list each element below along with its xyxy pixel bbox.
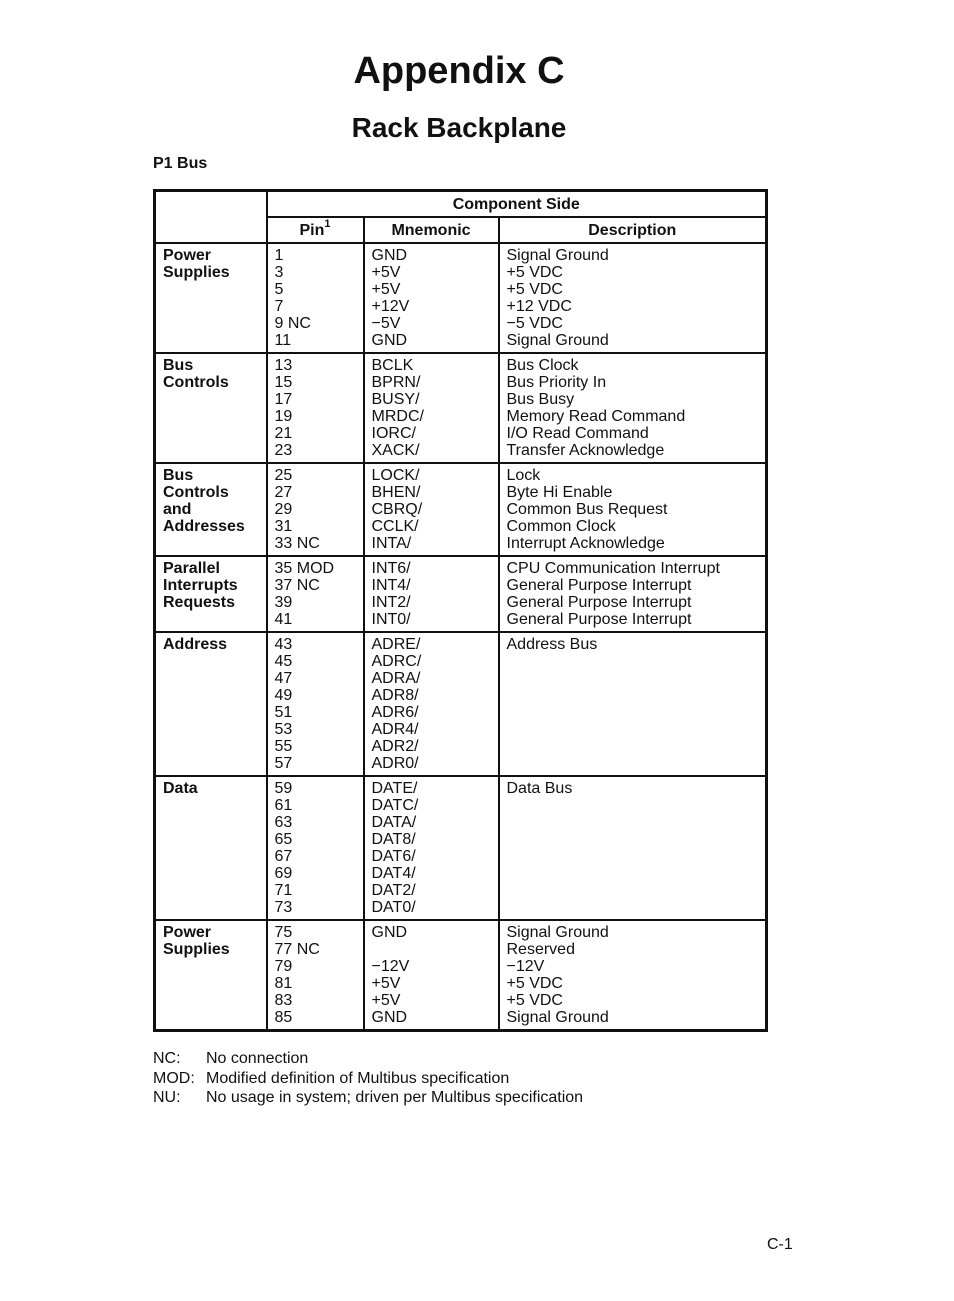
- footnote-row: [153, 1049, 583, 1069]
- mnemonic-cell-line: DAT0/: [371, 899, 416, 916]
- pin-cell-line: 11: [274, 332, 292, 349]
- description-column-header: Description: [499, 217, 767, 243]
- mnemonic-cell-line: GND: [371, 1009, 408, 1026]
- pin-cell: [267, 776, 364, 920]
- footnote-row: [153, 1088, 583, 1108]
- mnemonic-cell-line: DAT2/: [371, 882, 416, 899]
- mnemonic-cell-line: INT4/: [371, 577, 411, 594]
- pin-cell-line: 81: [274, 975, 293, 992]
- mnemonic-cell-line: BCLK: [371, 357, 414, 374]
- mnemonic-cell-line: CBRQ/: [371, 501, 423, 518]
- footnote-abbreviation: NU:: [153, 1089, 181, 1106]
- description-cell-line: Signal Ground: [506, 1009, 609, 1026]
- group-cell-line: Power: [163, 924, 212, 941]
- mnemonic-cell-line: BUSY/: [371, 391, 420, 408]
- table-row: [155, 353, 767, 463]
- pin-cell-line: 15: [274, 374, 293, 391]
- mnemonic-cell: [364, 463, 499, 556]
- footnotes: [153, 1049, 583, 1108]
- pin-cell-line: 23: [274, 442, 293, 459]
- mnemonic-cell-line: ADR6/: [371, 704, 419, 721]
- description-cell-line: Bus Priority In: [506, 374, 607, 391]
- pin-cell-line: 33 NC: [274, 535, 320, 552]
- mnemonic-cell: [364, 776, 499, 920]
- mnemonic-cell-line: IORC/: [371, 425, 416, 442]
- group-cell-line: Bus: [163, 357, 194, 374]
- mnemonic-cell-line: MRDC/: [371, 408, 424, 425]
- description-cell-line: General Purpose Interrupt: [506, 577, 692, 594]
- pin-cell-line: 65: [274, 831, 293, 848]
- pinout-table: [153, 189, 768, 1032]
- pin-cell-line: 39: [274, 594, 293, 611]
- mnemonic-cell-line: ADRA/: [371, 670, 421, 687]
- description-cell-line: +12 VDC: [506, 298, 572, 315]
- pin-cell-line: 55: [274, 738, 293, 755]
- pin-cell-line: 1: [274, 247, 284, 264]
- mnemonic-cell-line: +12V: [371, 298, 410, 315]
- description-cell: [499, 556, 767, 632]
- group-cell-line: Supplies: [163, 264, 230, 281]
- description-cell-line: Common Clock: [506, 518, 616, 535]
- footnote-abbreviation: NC:: [153, 1050, 181, 1067]
- section-heading: P1 Bus: [153, 155, 208, 172]
- description-cell-line: CPU Communication Interrupt: [506, 560, 720, 577]
- mnemonic-cell-line: ADR2/: [371, 738, 419, 755]
- pin-cell-line: 83: [274, 992, 293, 1009]
- pin-cell-line: 59: [274, 780, 293, 797]
- pin-cell-line: 85: [274, 1009, 293, 1026]
- description-cell-line: −12V: [506, 958, 545, 975]
- group-cell: [155, 463, 267, 556]
- description-cell-line: Lock: [506, 467, 541, 484]
- description-cell-line: +5 VDC: [506, 975, 563, 992]
- footnote-row: [153, 1069, 583, 1089]
- description-cell-line: General Purpose Interrupt: [506, 594, 692, 611]
- pin-cell-line: 77 NC: [274, 941, 320, 958]
- mnemonic-cell-line: +5V: [371, 281, 401, 298]
- group-cell-line: Data: [163, 780, 198, 797]
- pin-cell-line: 19: [274, 408, 293, 425]
- description-cell: [499, 776, 767, 920]
- group-cell-line: and: [163, 501, 192, 518]
- description-cell: [499, 353, 767, 463]
- group-cell: [155, 353, 267, 463]
- mnemonic-cell-line: +5V: [371, 264, 401, 281]
- mnemonic-cell-line: ADRC/: [371, 653, 422, 670]
- group-cell-line: Requests: [163, 594, 236, 611]
- pin-cell: [267, 353, 364, 463]
- pin-cell-line: 51: [274, 704, 293, 721]
- description-cell-line: General Purpose Interrupt: [506, 611, 692, 628]
- table-group-header-row: [155, 191, 767, 218]
- pin-cell: [267, 632, 364, 776]
- mnemonic-cell-line: ADR8/: [371, 687, 419, 704]
- mnemonic-cell: [364, 632, 499, 776]
- pin-cell-line: 43: [274, 636, 293, 653]
- description-cell-line: Byte Hi Enable: [506, 484, 613, 501]
- footnote-abbreviation: MOD:: [153, 1069, 195, 1087]
- mnemonic-cell-line: DATE/: [371, 780, 418, 797]
- pin-cell-line: 35 MOD: [274, 560, 335, 577]
- pin-cell: [267, 243, 364, 353]
- group-cell: [155, 632, 267, 776]
- pin-cell-line: 63: [274, 814, 293, 831]
- table-row: [155, 463, 767, 556]
- description-cell-line: Signal Ground: [506, 247, 609, 264]
- description-cell-line: Data Bus: [506, 780, 573, 797]
- group-cell-line: Interrupts: [163, 577, 238, 594]
- description-cell-line: +5 VDC: [506, 281, 563, 298]
- group-cell: [155, 556, 267, 632]
- table-row: [155, 556, 767, 632]
- table-corner-cell: [155, 191, 267, 244]
- mnemonic-cell-line: GND: [371, 924, 408, 941]
- mnemonic-cell-line: [372, 941, 492, 958]
- description-cell-line: Address Bus: [506, 636, 598, 653]
- pin-cell-line: 67: [274, 848, 293, 865]
- pin-cell-line: 47: [274, 670, 293, 687]
- description-cell-line: Common Bus Request: [506, 501, 668, 518]
- description-cell-line: Memory Read Command: [506, 408, 686, 425]
- group-cell: [155, 776, 267, 920]
- mnemonic-cell: [364, 920, 499, 1031]
- pin-header-label: Pin: [299, 221, 325, 239]
- description-cell: [499, 632, 767, 776]
- mnemonic-cell-line: BPRN/: [371, 374, 421, 391]
- group-cell-line: Parallel: [163, 560, 220, 577]
- mnemonic-cell-line: +5V: [371, 975, 401, 992]
- group-cell-line: Power: [163, 247, 212, 264]
- mnemonic-cell-line: INTA/: [371, 535, 412, 552]
- pin-cell-line: 27: [274, 484, 293, 501]
- pin-cell-line: 31: [274, 518, 293, 535]
- pin-cell: [267, 463, 364, 556]
- pin-cell-line: 7: [274, 298, 284, 315]
- mnemonic-cell-line: −12V: [371, 958, 410, 975]
- pin-cell-line: 17: [274, 391, 293, 408]
- pin-cell-line: 3: [274, 264, 284, 281]
- mnemonic-cell: [364, 243, 499, 353]
- mnemonic-cell-line: LOCK/: [371, 467, 420, 484]
- description-cell-line: −5 VDC: [506, 315, 563, 332]
- description-cell-line: +5 VDC: [506, 992, 563, 1009]
- pin-cell-line: 49: [274, 687, 293, 704]
- group-cell-line: Address: [163, 636, 228, 653]
- mnemonic-cell-line: GND: [371, 332, 408, 349]
- pin-cell-line: 25: [274, 467, 293, 484]
- mnemonic-cell-line: DATC/: [371, 797, 419, 814]
- mnemonic-cell: [364, 353, 499, 463]
- group-cell: [155, 920, 267, 1031]
- pin-column-header: [267, 217, 364, 243]
- description-cell: [499, 920, 767, 1031]
- mnemonic-cell-line: ADRE/: [371, 636, 421, 653]
- table-row: [155, 920, 767, 1031]
- mnemonic-cell-line: INT0/: [371, 611, 411, 628]
- pin-cell: [267, 556, 364, 632]
- pin-cell: [267, 920, 364, 1031]
- pin-cell-line: 75: [274, 924, 293, 941]
- pin-cell-line: 79: [274, 958, 293, 975]
- mnemonic-cell-line: −5V: [371, 315, 401, 332]
- pin-cell-line: 21: [274, 425, 293, 442]
- table-row: [155, 243, 767, 353]
- table-row: [155, 776, 767, 920]
- pin-cell-line: 61: [274, 797, 293, 814]
- description-cell-line: Interrupt Acknowledge: [506, 535, 665, 552]
- mnemonic-cell-line: DAT6/: [371, 848, 416, 865]
- description-cell-line: Bus Busy: [506, 391, 575, 408]
- description-cell-line: I/O Read Command: [506, 425, 649, 442]
- pin-cell-line: 29: [274, 501, 293, 518]
- pin-cell-line: 5: [274, 281, 284, 298]
- group-cell: [155, 243, 267, 353]
- pin-cell-line: 9 NC: [274, 315, 311, 332]
- component-side-header: Component Side: [267, 191, 767, 218]
- description-cell-line: Signal Ground: [506, 924, 609, 941]
- table-row: [155, 632, 767, 776]
- group-cell-line: Addresses: [163, 518, 245, 535]
- mnemonic-cell-line: BHEN/: [371, 484, 421, 501]
- mnemonic-column-header: Mnemonic: [364, 217, 499, 243]
- group-cell-line: Supplies: [163, 941, 230, 958]
- description-cell: [499, 243, 767, 353]
- mnemonic-cell-line: XACK/: [371, 442, 420, 459]
- mnemonic-cell: [364, 556, 499, 632]
- description-cell-line: Reserved: [506, 941, 575, 958]
- footnote-text: No connection: [206, 1050, 309, 1067]
- mnemonic-cell-line: GND: [371, 247, 408, 264]
- description-cell-line: +5 VDC: [506, 264, 563, 281]
- pin-cell-line: 53: [274, 721, 293, 738]
- description-cell-line: Signal Ground: [506, 332, 609, 349]
- mnemonic-cell-line: DATA/: [371, 814, 417, 831]
- group-cell-line: Controls: [163, 484, 229, 501]
- pin-cell-line: 71: [274, 882, 293, 899]
- description-cell: [499, 463, 767, 556]
- pin-footnote-marker: 1: [324, 218, 331, 231]
- mnemonic-cell-line: +5V: [371, 992, 401, 1009]
- description-cell-line: Bus Clock: [506, 357, 579, 374]
- description-cell-line: Transfer Acknowledge: [506, 442, 665, 459]
- mnemonic-cell-line: ADR4/: [371, 721, 419, 738]
- table-body: [155, 243, 767, 1031]
- pin-cell-line: 69: [274, 865, 293, 882]
- mnemonic-cell-line: CCLK/: [371, 518, 419, 535]
- footnote-text: Modified definition of Multibus specification: [206, 1069, 510, 1087]
- mnemonic-cell-line: DAT8/: [371, 831, 416, 848]
- mnemonic-cell-line: DAT4/: [371, 865, 416, 882]
- page-title: Appendix C: [353, 50, 565, 92]
- page-subtitle: Rack Backplane: [351, 112, 567, 143]
- page-number: C-1: [767, 1236, 793, 1253]
- mnemonic-cell-line: ADR0/: [371, 755, 419, 772]
- mnemonic-cell-line: INT2/: [371, 594, 411, 611]
- pin-cell-line: 73: [274, 899, 293, 916]
- footnote-text: No usage in system; driven per Multibus specification: [206, 1089, 584, 1106]
- mnemonic-cell-line: INT6/: [371, 560, 411, 577]
- pin-cell-line: 57: [274, 755, 293, 772]
- pin-cell-line: 45: [274, 653, 293, 670]
- pin-cell-line: 41: [274, 611, 293, 628]
- group-cell-line: Bus: [163, 467, 194, 484]
- pin-cell-line: 13: [274, 357, 293, 374]
- group-cell-line: Controls: [163, 374, 229, 391]
- pin-cell-line: 37 NC: [274, 577, 320, 594]
